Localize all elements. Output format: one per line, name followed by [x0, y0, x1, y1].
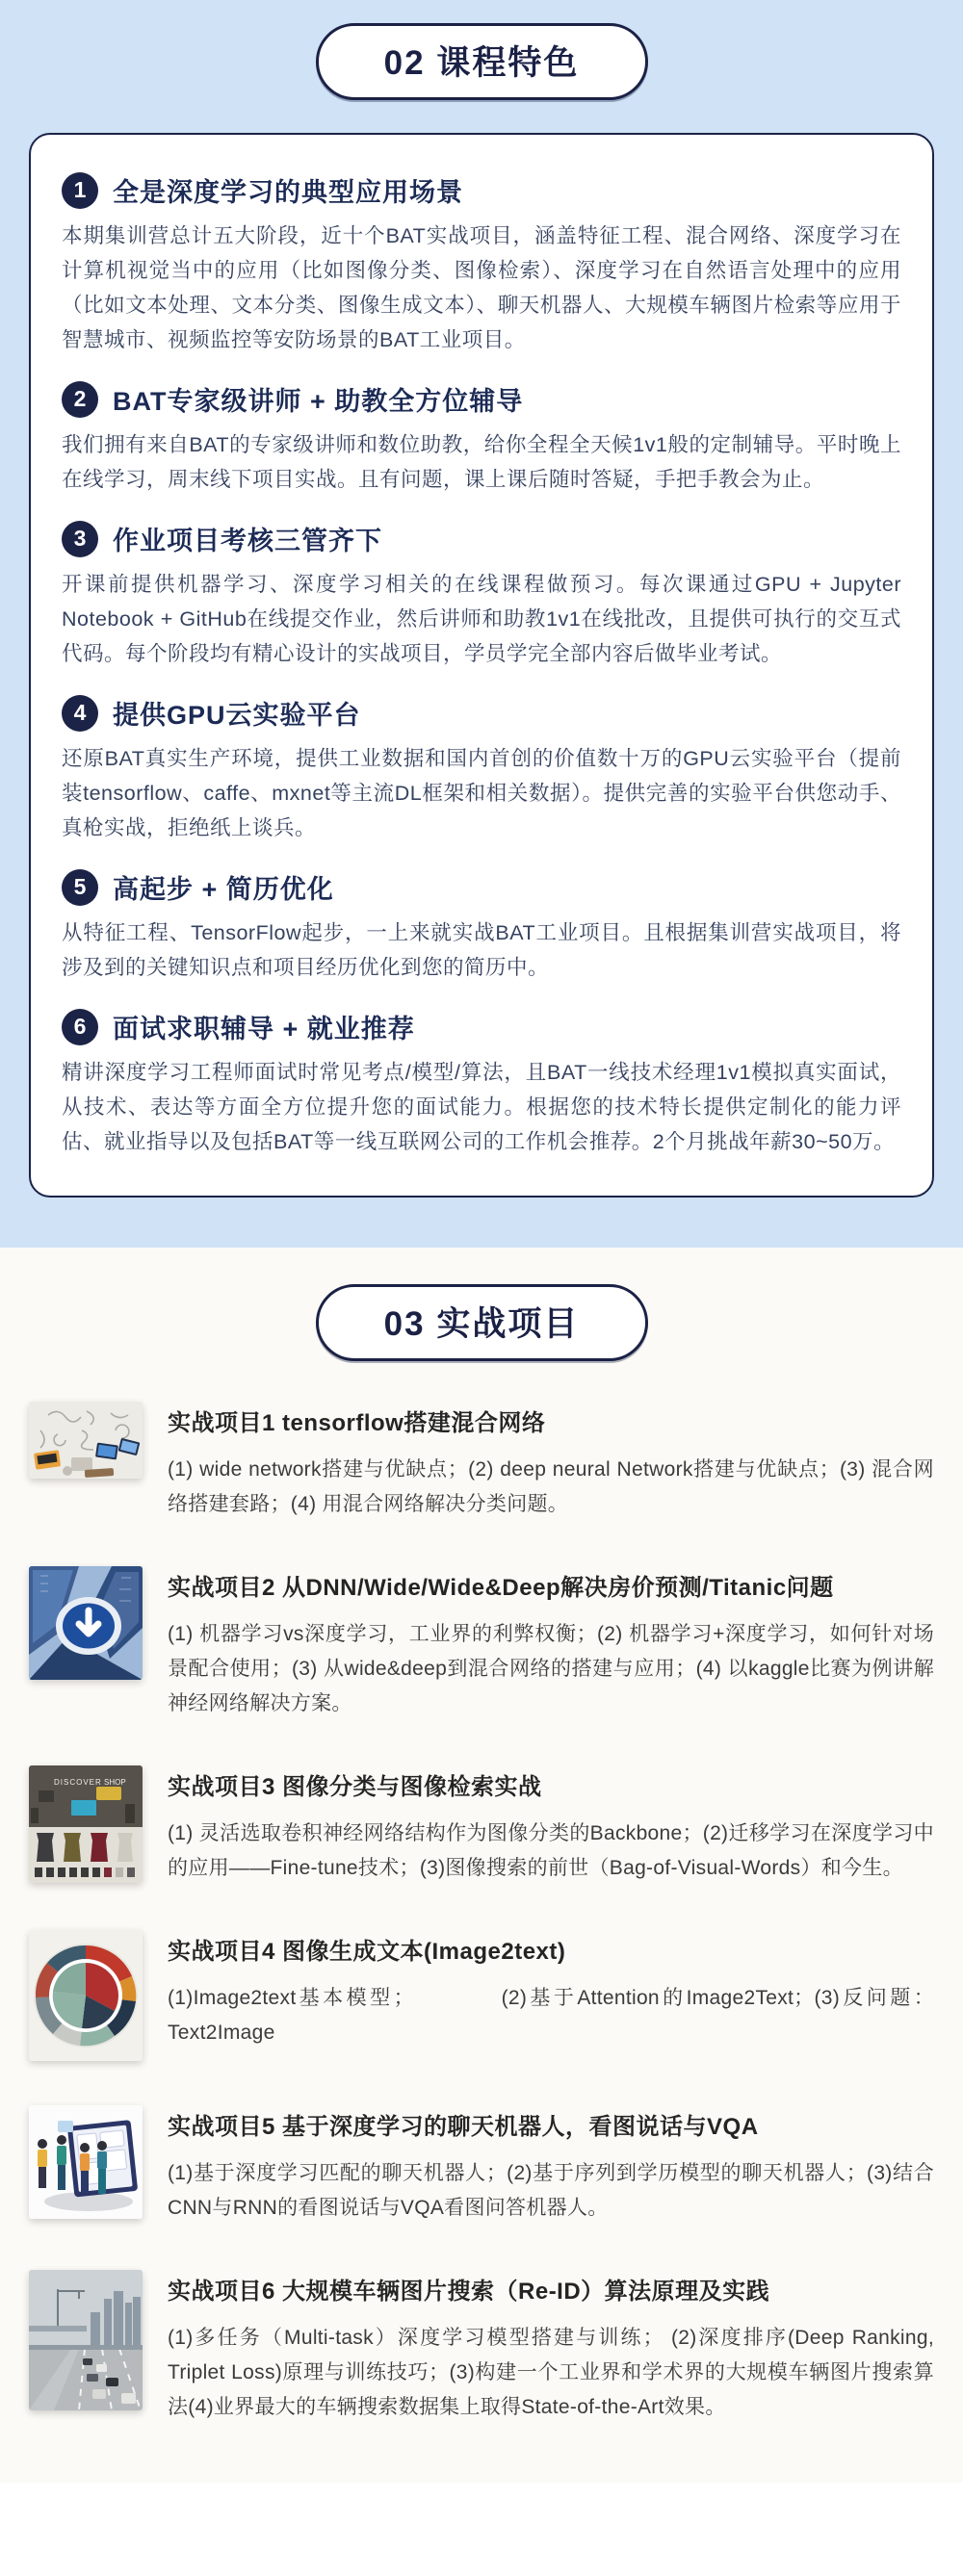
- feature-title: 提供GPU云实验平台: [113, 701, 361, 730]
- number-badge-icon: 1: [62, 172, 98, 209]
- chatbot-people-laptop-thumbnail: [29, 2105, 143, 2219]
- feature-title: 作业项目考核三管齐下: [113, 527, 382, 555]
- project-text: [168, 1930, 934, 2050]
- project-body: (1) wide network搭建与优缺点；(2) deep neural Network搭建与优缺点；(3) 混合网络搭建套路；(4) 用混合网络解决分类问题。: [168, 1458, 934, 1515]
- feature-title: BAT专家级讲师 + 助教全方位辅导: [113, 387, 524, 416]
- project-text: [168, 2105, 934, 2226]
- section-badge-label: 02 课程特色: [383, 44, 580, 82]
- number-badge-icon: 4: [62, 695, 98, 732]
- feature-body: 我们拥有来自BAT的专家级讲师和数位助教，给你全程全天候1v1般的定制辅导。平时晚上在线学习，周末线下项目实战。且有问题，课上课后随时答疑，手把手教会为止。: [62, 433, 901, 491]
- doodle-workspace-image: [29, 1402, 143, 1479]
- skyscraper-arrow-image: [29, 1566, 143, 1680]
- number-badge-icon: 2: [62, 381, 98, 418]
- feature-item-6: [62, 1008, 901, 1159]
- project-item-2: [29, 1566, 934, 1721]
- highway-traffic-image: [29, 2270, 143, 2410]
- project-body: (1) 机器学习vs深度学习，工业界的利弊权衡；(2) 机器学习+深度学习，如何针对场景配合使用；(3) 从wide&deep到混合网络的搭建与应用；(4) 以kaggle比赛为例讲解神经网络解决方案。: [168, 1623, 934, 1714]
- donut-chart-thumbnail: [29, 1930, 143, 2061]
- feature-body: 开课前提供机器学习、深度学习相关的在线课程做预习。每次课通过GPU + Jupyter Notebook + GitHub在线提交作业，然后讲师和助教1v1在线批改，且提供可执行的交互式代码。每个阶段均有精心设计的实战项目，学员学完全部内容后做毕业考试。: [62, 573, 901, 665]
- number-badge-icon: 5: [62, 869, 98, 906]
- highway-traffic-thumbnail: [29, 2270, 143, 2410]
- svg-text:SHOP: SHOP: [104, 1778, 126, 1787]
- project-body: (1)基于深度学习匹配的聊天机器人；(2)基于序列到学历模型的聊天机器人；(3)结合CNN与RNN的看图说话与VQA看图问答机器人。: [168, 2162, 934, 2219]
- feature-body: 还原BAT真实生产环境，提供工业数据和国内首创的价值数十万的GPU云实验平台（提前装tensorflow、caffe、mxnet等主流DL框架和相关数据）。提供完善的实验平台供您动手、真枪实战，拒绝纸上谈兵。: [62, 747, 901, 839]
- feature-header: [62, 380, 901, 418]
- project-title: 实战项目6 大规模车辆图片搜索（Re-ID）算法原理及实践: [168, 2279, 770, 2305]
- project-text: [168, 1566, 934, 1721]
- doodle-workspace-thumbnail: [29, 1402, 143, 1479]
- project-item-5: [29, 2105, 934, 2226]
- svg-text:DISCOVER: DISCOVER: [54, 1778, 102, 1787]
- skyscraper-down-arrow-thumbnail: [29, 1566, 143, 1680]
- feature-item-2: [62, 380, 901, 497]
- section-badge-course-features: [316, 23, 648, 100]
- feature-title: 全是深度学习的典型应用场景: [113, 178, 463, 207]
- number-badge-icon: 3: [62, 521, 98, 557]
- feature-item-4: [62, 694, 901, 845]
- feature-header: [62, 520, 901, 557]
- feature-title: 高起步 + 简历优化: [113, 875, 334, 904]
- feature-title: 面试求职辅导 + 就业推荐: [113, 1015, 415, 1043]
- features-card: [29, 133, 934, 1198]
- feature-body: 本期集训营总计五大阶段，近十个BAT实战项目，涵盖特征工程、混合网络、深度学习在计算机视觉当中的应用（比如图像分类、图像检索）、深度学习在自然语言处理中的应用（比如文本处理、文本分类、图像生成文本）、聊天机器人、大规模车辆图片检索等应用于智慧城市、视频监控等安防场景的BAT工业项目。: [62, 224, 901, 351]
- course-features-section: [0, 0, 963, 1248]
- feature-item-3: [62, 520, 901, 671]
- street-clothing-retrieval-thumbnail: [29, 1765, 143, 1883]
- project-item-1: [29, 1402, 934, 1522]
- donut-chart-image: [29, 1930, 143, 2061]
- feature-header: [62, 171, 901, 209]
- feature-header: [62, 1008, 901, 1045]
- project-item-3: [29, 1765, 934, 1886]
- project-body: (1)多任务（Multi-task）深度学习模型搭建与训练； (2)深度排序(Deep Ranking, Triplet Loss)原理与训练技巧；(3)构建一个工业界和学术界的大规模车辆图片搜索算法(4)业界最大的车辆搜索数据集上取得State-of-the-Art效果。: [168, 2327, 934, 2418]
- project-item-4: [29, 1930, 934, 2061]
- project-item-6: [29, 2270, 934, 2425]
- project-body: (1) 灵活选取卷积神经网络结构作为图像分类的Backbone；(2)迁移学习在深度学习中的应用——Fine-tune技术；(3)图像搜索的前世（Bag-of-Visual-Words）和今生。: [168, 1822, 934, 1879]
- feature-header: [62, 868, 901, 906]
- project-title: 实战项目5 基于深度学习的聊天机器人，看图说话与VQA: [168, 2114, 759, 2140]
- feature-body: 从特征工程、TensorFlow起步，一上来就实战BAT工业项目。且根据集训营实战项目，将涉及到的关键知识点和项目经历优化到您的简历中。: [62, 921, 901, 979]
- project-body: (1)Image2text基本模型； (2)基于Attention的Image2Text；(3)反问题：Text2Image: [168, 1987, 934, 2044]
- chatbot-people-image: [29, 2105, 143, 2219]
- feature-item-5: [62, 868, 901, 985]
- section-badge-label: 03 实战项目: [383, 1305, 580, 1343]
- project-title: 实战项目4 图像生成文本(Image2text): [168, 1939, 566, 1965]
- project-title: 实战项目1 tensorflow搭建混合网络: [168, 1410, 546, 1436]
- feature-item-1: [62, 171, 901, 357]
- feature-header: [62, 694, 901, 732]
- feature-body: 精讲深度学习工程师面试时常见考点/模型/算法，且BAT一线技术经理1v1模拟真实面试，从技术、表达等方面全方位提升您的面试能力。根据您的技术特长提供定制化的能力评估、就业指导以及包括BAT等一线互联网公司的工作机会推荐。2个月挑战年薪30~50万。: [62, 1061, 901, 1153]
- project-title: 实战项目2 从DNN/Wide/Wide&Deep解决房价预测/Titanic问题: [168, 1575, 834, 1601]
- projects-list: [29, 1402, 934, 2425]
- project-title: 实战项目3 图像分类与图像检索实战: [168, 1774, 542, 1800]
- project-text: [168, 1402, 934, 1522]
- project-text: [168, 2270, 934, 2425]
- number-badge-icon: 6: [62, 1009, 98, 1045]
- street-clothing-image: [29, 1765, 143, 1883]
- section-badge-projects: [316, 1284, 648, 1361]
- project-text: [168, 1765, 934, 1886]
- practical-projects-section: [0, 1248, 963, 2483]
